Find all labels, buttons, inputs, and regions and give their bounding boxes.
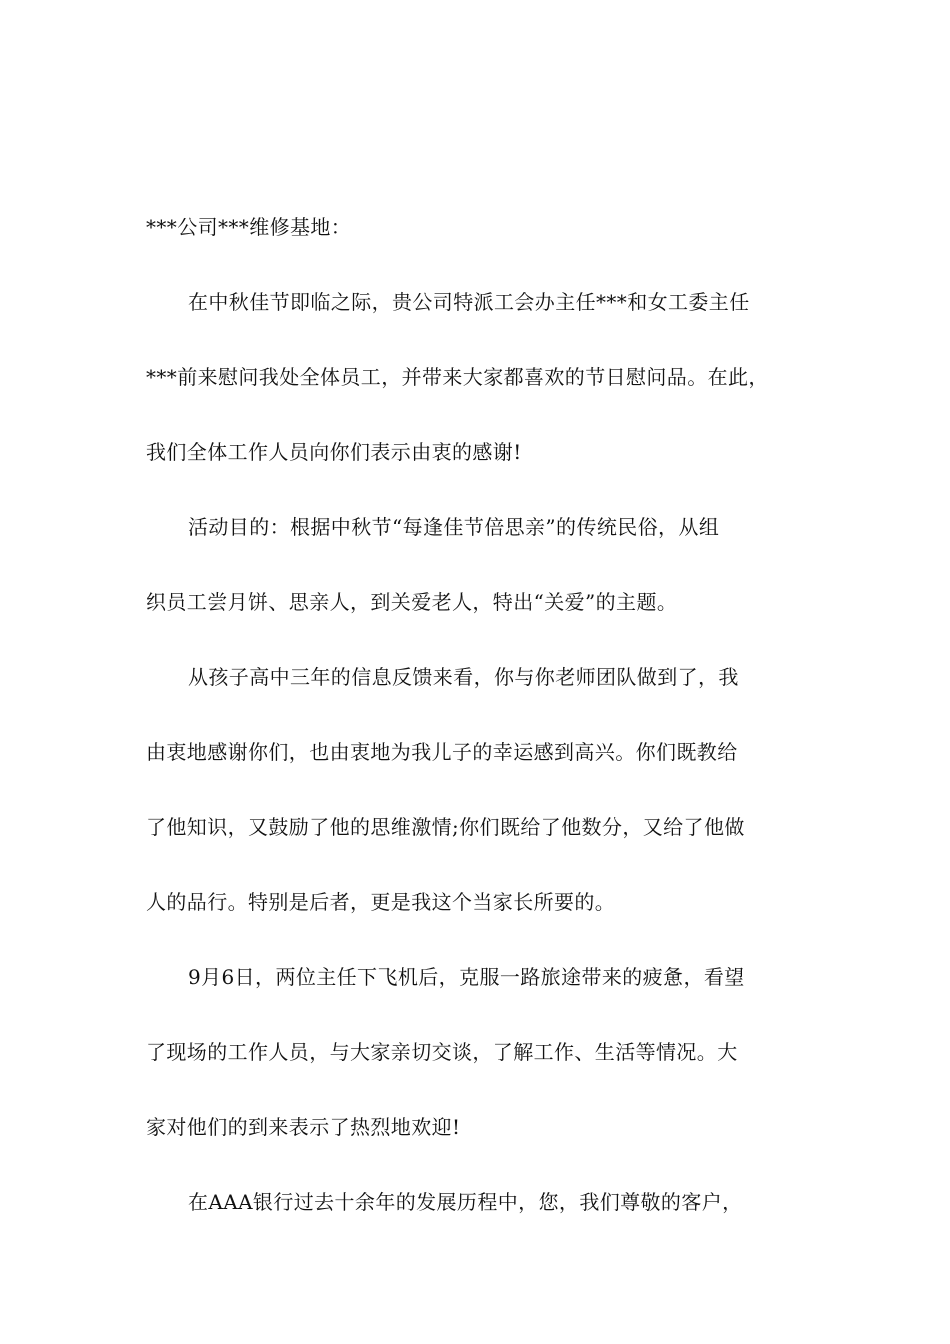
- paragraph-line: 从孩子高中三年的信息反馈来看，你与你老师团队做到了，我: [188, 665, 739, 689]
- paragraph-line: 织员工尝月饼、思亲人，到关爱老人，特出“关爱”的主题。: [146, 590, 678, 614]
- paragraph-line: 了他知识，又鼓励了他的思维激情;你们既给了他数分，又给了他做: [146, 815, 745, 839]
- paragraph-line: 在AAA银行过去十余年的发展历程中，您，我们尊敬的客户，: [188, 1190, 743, 1214]
- paragraph-line: 我们全体工作人员向你们表示由衷的感谢!: [146, 440, 522, 464]
- paragraph-line: 活动目的：根据中秋节“每逢佳节倍思亲”的传统民俗，从组: [188, 515, 720, 539]
- paragraph-line: 人的品行。特别是后者，更是我这个当家长所要的。: [146, 890, 616, 914]
- paragraph-line: 由衷地感谢你们，也由衷地为我儿子的幸运感到高兴。你们既教给: [146, 740, 738, 764]
- paragraph-line: ***前来慰问我处全体员工，并带来大家都喜欢的节日慰问品。在此，: [146, 365, 769, 389]
- paragraph-line: 9月6日，两位主任下飞机后，克服一路旅途带来的疲惫，看望: [188, 965, 745, 989]
- salutation: ***公司***维修基地：: [146, 215, 352, 239]
- paragraph-line: 在中秋佳节即临之际，贵公司特派工会办主任***和女工委主任: [188, 290, 750, 314]
- paragraph-line: 了现场的工作人员，与大家亲切交谈，了解工作、生活等情况。大: [146, 1040, 738, 1064]
- paragraph-line: 家对他们的到来表示了热烈地欢迎!: [146, 1115, 461, 1139]
